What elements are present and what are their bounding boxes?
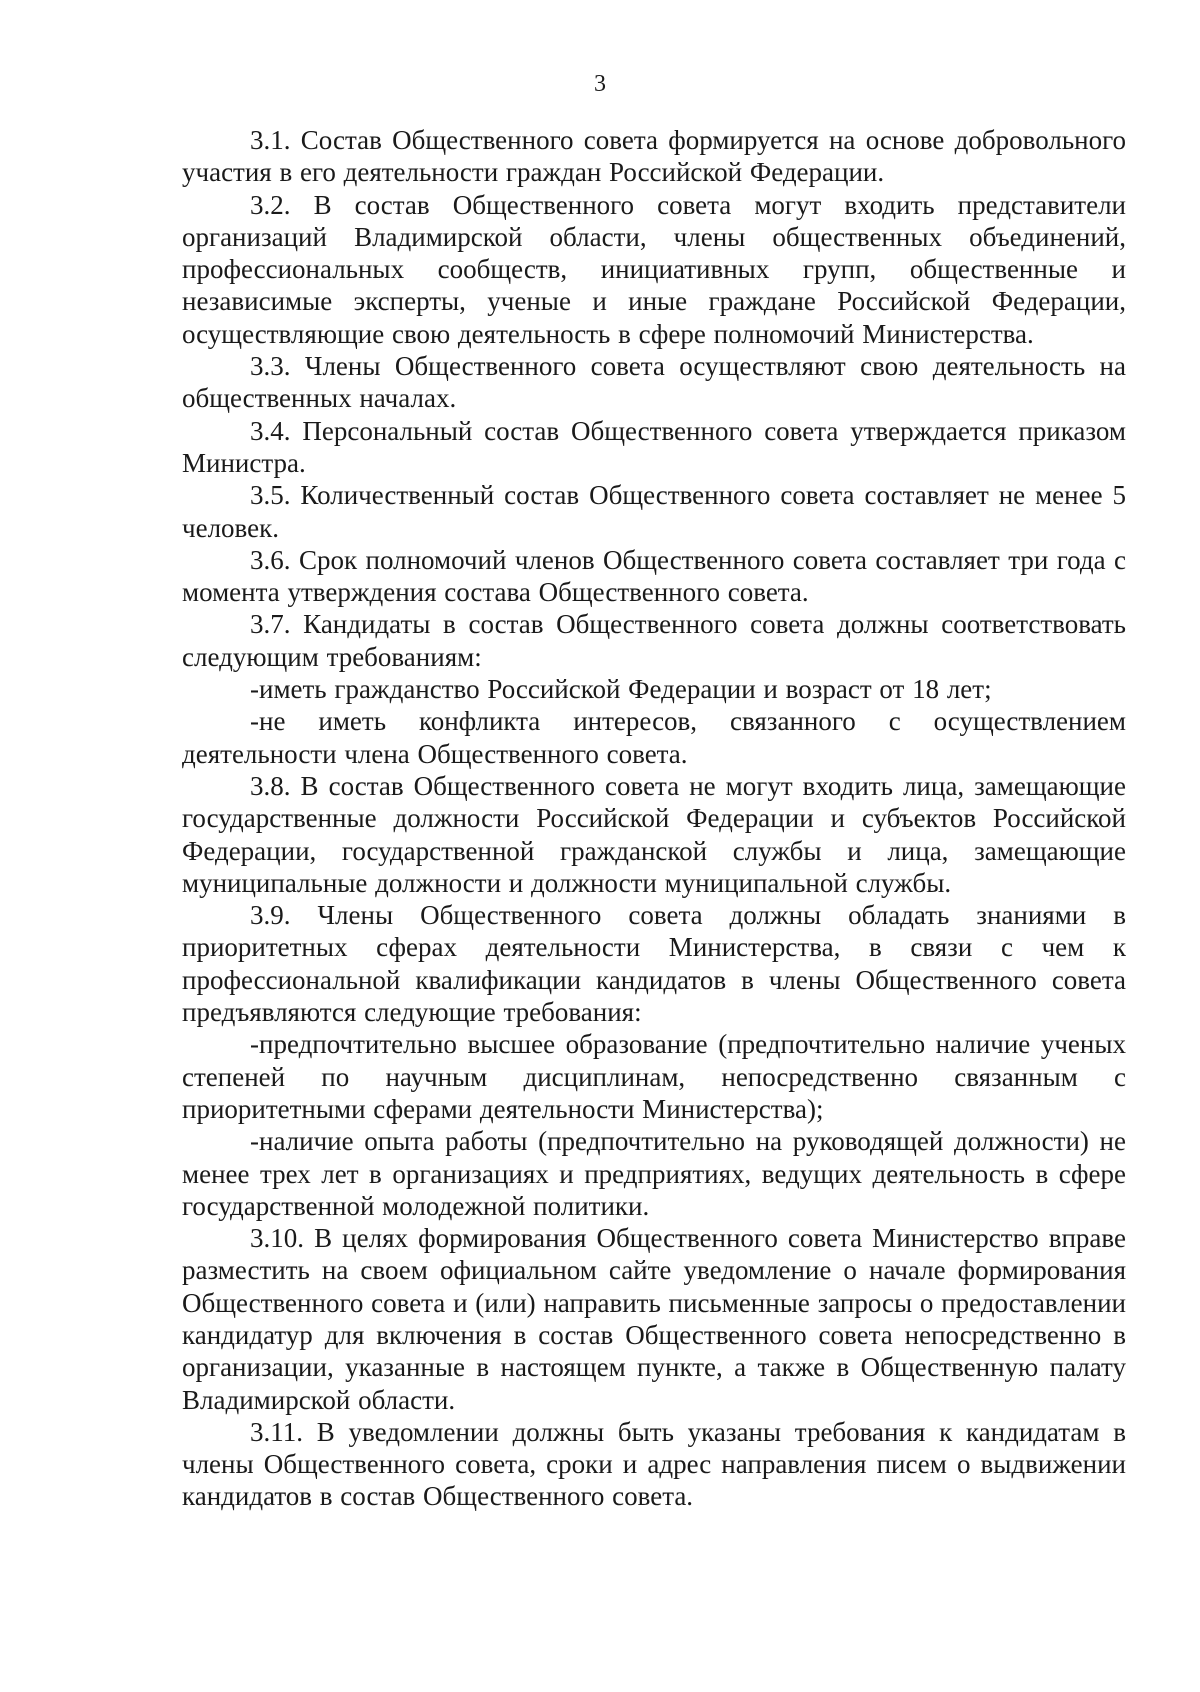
paragraph-3-1: 3.1. Состав Общественного совета формируется на основе добровольного участия в его деятельности граждан Российской Федерации. (182, 125, 1126, 188)
paragraph-3-8: 3.8. В состав Общественного совета не могут входить лица, замещающие государственные должности Российской Федерации и субъектов Российской Федерации, государственной гражданской службы и лица, замещающие муниципальные должности и должности муниципальной службы. (182, 770, 1126, 898)
list-item-work-experience: -наличие опыта работы (предпочтительно на руководящей должности) не менее трех лет в организациях и предприятиях, ведущих деятельность в сфере государственной молодежной политики. (182, 1126, 1126, 1221)
list-item-conflict-of-interest: -не иметь конфликта интересов, связанного с осуществлением деятельности члена Общественного совета. (182, 706, 1126, 769)
paragraph-3-6: 3.6. Срок полномочий членов Общественного совета составляет три года с момента утверждения состава Общественного совета. (182, 544, 1126, 608)
paragraph-3-10: 3.10. В целях формирования Общественного совета Министерство вправе разместить на своем официальном сайте уведомление о начале формирования Общественного совета и (или) направить письменные запросы о предоставлении кандидатур для включения в состав Общественного совета непосредственно в организации, указанные в настоящем пункте, а также в Общественную палату Владимирской области. (182, 1223, 1126, 1415)
paragraph-3-11: 3.11. В уведомлении должны быть указаны требования к кандидатам в члены Общественного совета, сроки и адрес направления писем о выдвижении кандидатов в состав Общественного совета. (182, 1416, 1126, 1512)
paragraph-3-7: 3.7. Кандидаты в состав Общественного совета должны соответствовать следующим требованиям: (182, 609, 1126, 672)
list-item-citizenship: -иметь гражданство Российской Федерации и возраст от 18 лет; (250, 674, 992, 705)
paragraph-3-4: 3.4. Персональный состав Общественного совета утверждается приказом Министра. (182, 415, 1126, 478)
paragraph-3-9: 3.9. Члены Общественного совета должны обладать знаниями в приоритетных сферах деятельности Министерства, в связи с чем к профессиональной квалификации кандидатов в члены Общественного совета предъявляются следующие требования: (182, 900, 1126, 1028)
paragraph-3-5: 3.5. Количественный состав Общественного совета составляет не менее 5 человек. (182, 480, 1126, 543)
document-body (182, 124, 1126, 1513)
page-number: 3 (594, 71, 606, 97)
paragraph-3-3: 3.3. Члены Общественного совета осуществляют свою деятельность на общественных началах. (182, 351, 1126, 414)
list-item-education: -предпочтительно высшее образование (предпочтительно наличие ученых степеней по научным дисциплинам, непосредственно связанным с приоритетными сферами деятельности Министерства); (182, 1029, 1126, 1124)
paragraph-3-2: 3.2. В состав Общественного совета могут входить представители организаций Владимирской области, члены общественных объединений, профессиональных сообществ, инициативных групп, общественные и независимые эксперты, ученые и иные граждане Российской Федерации, осуществляющие свою деятельность в сфере полномочий Министерства. (182, 189, 1126, 349)
